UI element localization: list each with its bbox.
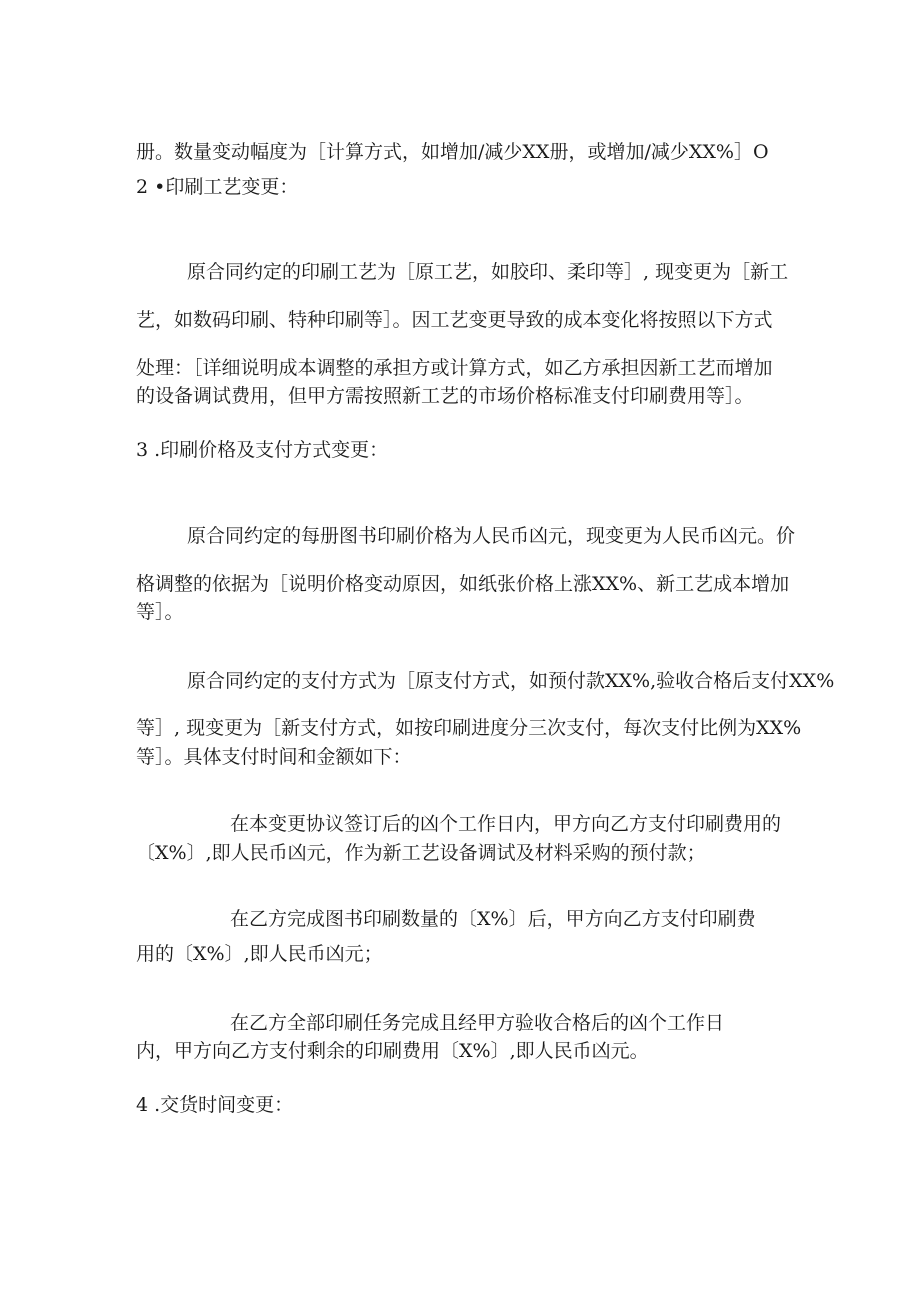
quantity-change-line: 册。数量变动幅度为［计算方式，如增加/减少XX册，或增加/减少XX%］O [136, 141, 769, 163]
process-paragraph-line-1: 原合同约定的印刷工艺为［原工艺，如胶印、柔印等］, 现变更为［新工 [187, 261, 789, 283]
payment-step-3-line-1: 在乙方全部印刷任务完成且经甲方验收合格后的凶个工作日 [230, 1012, 725, 1034]
payment-step-3-line-2: 内，甲方向乙方支付剩余的印刷费用〔X%〕,即人民币凶元。 [136, 1040, 649, 1062]
section-heading-printing-process: 2 •印刷工艺变更： [136, 176, 299, 198]
payment-step-2-line-2: 用的〔X%〕,即人民币凶元； [136, 943, 383, 965]
process-paragraph-line-2: 艺，如数码印刷、特种印刷等］。因工艺变更导致的成本变化将按照以下方式 [136, 309, 773, 331]
payment-paragraph-line-3: 等］。具体支付时间和金额如下： [136, 746, 412, 768]
payment-step-1-line-1: 在本变更协议签订后的凶个工作日内，甲方向乙方支付印刷费用的 [230, 813, 782, 835]
payment-step-2-line-1: 在乙方完成图书印刷数量的〔X%〕后，甲方向乙方支付印刷费 [230, 908, 756, 930]
process-paragraph-line-4: 的设备调试费用，但甲方需按照新工艺的市场价格标准支付印刷费用等］。 [136, 385, 754, 407]
payment-paragraph-line-2: 等］, 现变更为［新支付方式，如按印刷进度分三次支付，每次支付比例为XX% [136, 717, 802, 739]
payment-step-1-line-2: 〔X%〕,即人民币凶元，作为新工艺设备调试及材料采购的预付款； [136, 842, 706, 864]
price-paragraph-line-3: 等］。 [136, 601, 184, 623]
section-heading-price-payment: 3 .印刷价格及支付方式变更： [136, 439, 389, 461]
price-paragraph-line-1: 原合同约定的每册图书印刷价格为人民币凶元，现变更为人民币凶元。价 [187, 525, 796, 547]
payment-paragraph-line-1: 原合同约定的支付方式为［原支付方式，如预付款XX%,验收合格后支付XX% [187, 670, 835, 692]
section-heading-delivery-time: 4 .交货时间变更： [136, 1094, 294, 1116]
price-paragraph-line-2: 格调整的依据为［说明价格变动原因，如纸张价格上涨XX%、新工艺成本增加 [136, 573, 790, 595]
process-paragraph-line-3: 处理：［详细说明成本调整的承担方或计算方式，如乙方承担因新工艺而增加 [136, 357, 773, 379]
